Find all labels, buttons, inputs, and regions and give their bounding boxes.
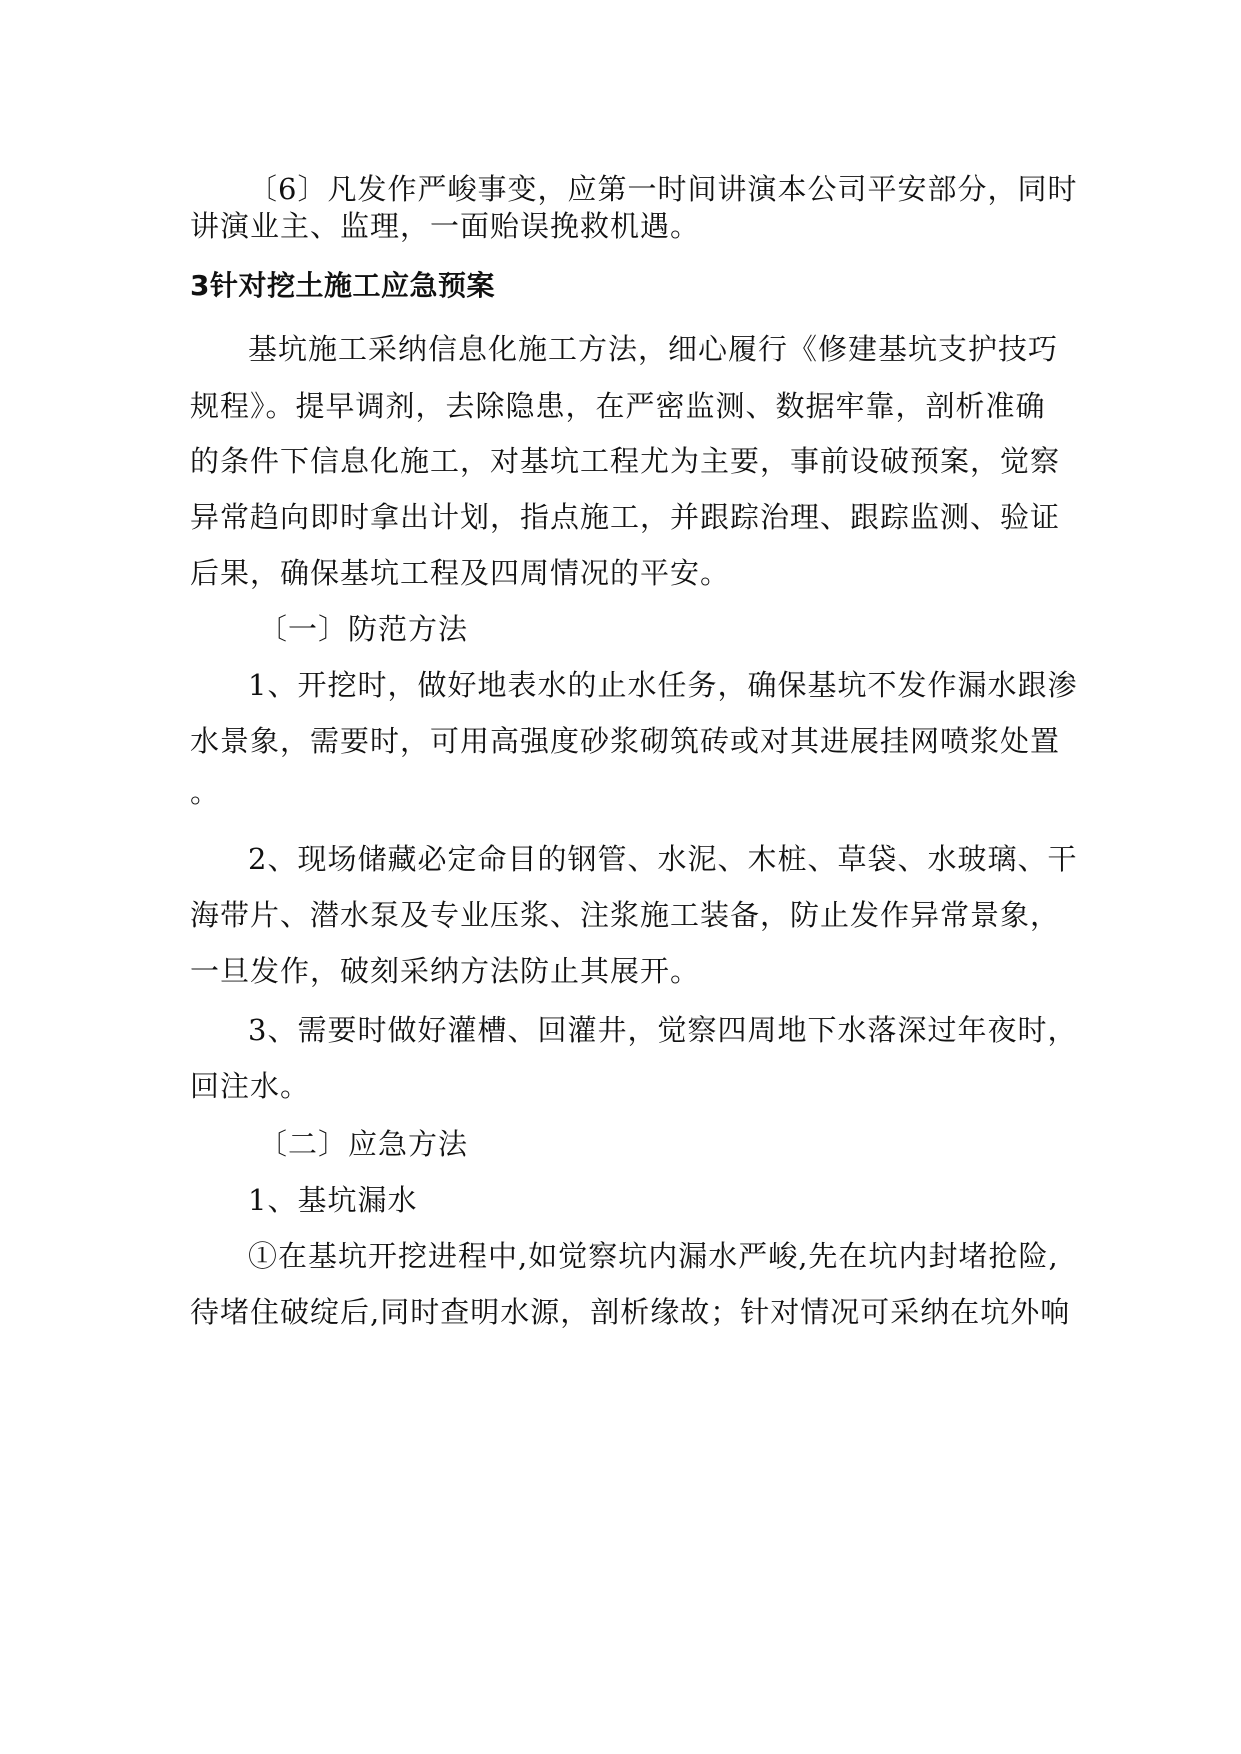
paragraph-line: 待堵住破绽后,同时查明水源，剖析缘故；针对情况可采纳在坑外响 — [190, 1295, 1071, 1329]
paragraph-line: 讲演业主、监理，一面贻误挽救机遇。 — [190, 209, 701, 243]
paragraph-line: 回注水。 — [190, 1069, 311, 1103]
paragraph-line: ①在基坑开挖进程中,如觉察坑内漏水严峻,先在坑内封堵抢险, — [248, 1239, 1059, 1273]
paragraph-line: 异常趋向即时拿出计划，指点施工，并跟踪治理、跟踪监测、验证 — [190, 500, 1061, 534]
paragraph-line: 。 — [190, 775, 221, 809]
paragraph-line: 1、开挖时，做好地表水的止水任务，确保基坑不发作漏水跟渗 — [248, 668, 1078, 702]
subsection-heading: 1、基坑漏水 — [248, 1183, 418, 1217]
paragraph-line: 3、需要时做好灌槽、回灌井，觉察四周地下水落深过年夜时， — [248, 1013, 1078, 1047]
subsection-heading: 〔一〕防范方法 — [258, 612, 469, 646]
paragraph-line: 的条件下信息化施工，对基坑工程尤为主要，事前设破预案，觉察 — [190, 444, 1061, 478]
paragraph-line: 〔6〕凡发作严峻事变，应第一时间讲演本公司平安部分，同时 — [248, 172, 1078, 206]
section-heading: 3针对挖土施工应急预案 — [190, 269, 495, 302]
paragraph-line: 水景象，需要时，可用高强度砂浆砌筑砖或对其进展挂网喷浆处置 — [190, 724, 1061, 758]
subsection-heading: 〔二〕应急方法 — [258, 1127, 469, 1161]
paragraph-line: 规程》。提早调剂，去除隐患，在严密监测、数据牢靠，剖析准确 — [190, 389, 1046, 423]
paragraph-line: 后果，确保基坑工程及四周情况的平安。 — [190, 556, 731, 590]
paragraph-line: 海带片、潜水泵及专业压浆、注浆施工装备，防止发作异常景象， — [190, 898, 1061, 932]
paragraph-line: 一旦发作，破刻采纳方法防止其展开。 — [190, 954, 701, 988]
paragraph-line: 2、现场储藏必定命目的钢管、水泥、木桩、草袋、水玻璃、干 — [248, 842, 1078, 876]
paragraph-line: 基坑施工采纳信息化施工方法，细心履行《修建基坑支护技巧 — [248, 332, 1059, 366]
